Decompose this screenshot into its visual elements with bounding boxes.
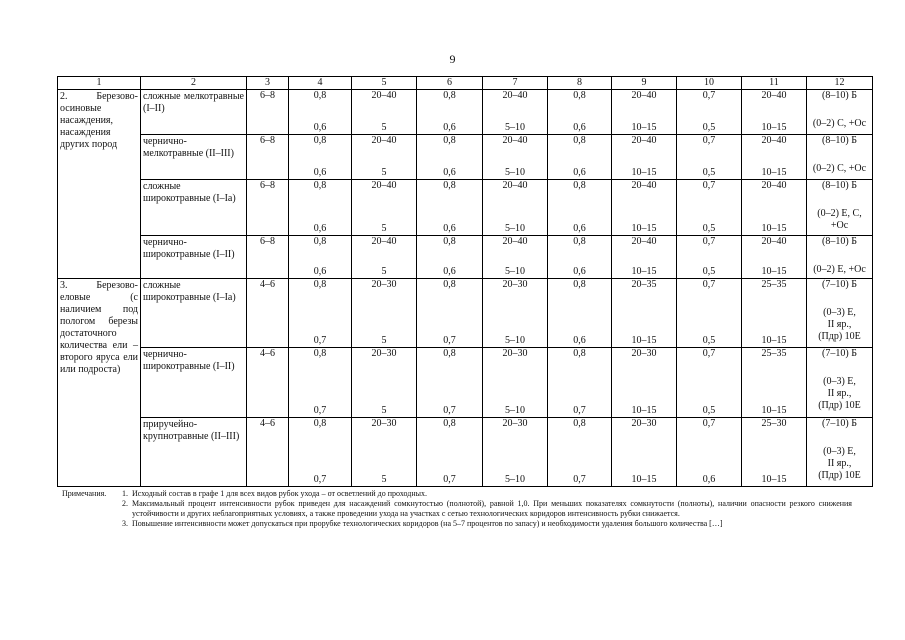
composition-cell <box>807 418 873 487</box>
density-cell: 4–6 <box>247 418 289 487</box>
composition-line: (0–2) С, +Ос <box>812 118 867 129</box>
region-cell: 2. Березово-осиновые насаждения, насаждения других пород <box>58 90 141 279</box>
value-cell <box>548 279 612 348</box>
max-value: 20–30 <box>502 279 528 290</box>
region-cell: 3. Березово-еловые (с наличием под пологом березы достаточного количества ели – второго яруса ели или подроста) <box>58 279 141 487</box>
column-header: 2 <box>141 77 247 90</box>
max-value: 0,7 <box>702 90 716 101</box>
composition-cell <box>807 348 873 418</box>
min-value: 5–10 <box>505 266 525 277</box>
min-value: 0,7 <box>313 335 327 346</box>
max-value: 0,8 <box>443 236 456 247</box>
min-value: 0,7 <box>573 474 586 485</box>
composition-line: (8–10) Б <box>822 135 857 146</box>
column-header: 4 <box>289 77 352 90</box>
min-value: 0,6 <box>573 223 586 234</box>
value-cell <box>417 279 483 348</box>
value-cell <box>548 90 612 135</box>
min-value: 0,5 <box>702 122 716 133</box>
value-cell <box>677 418 742 487</box>
min-value: 10–15 <box>761 122 787 133</box>
max-value: 20–30 <box>371 348 397 359</box>
max-value: 0,7 <box>702 279 716 290</box>
value-cell <box>289 135 352 180</box>
table-row <box>58 418 873 487</box>
value-cell <box>612 90 677 135</box>
value-cell <box>289 279 352 348</box>
min-value: 5 <box>381 223 387 234</box>
max-value: 0,7 <box>702 180 716 191</box>
composition-line: (0–3) Е, <box>823 307 856 318</box>
max-value: 20–40 <box>631 180 657 191</box>
min-value: 5 <box>381 266 387 277</box>
composition-line: (0–3) Е, <box>823 376 856 387</box>
max-value: 20–35 <box>631 279 657 290</box>
column-header: 11 <box>742 77 807 90</box>
value-cell <box>548 348 612 418</box>
min-value: 0,6 <box>313 266 327 277</box>
composition-line: (7–10) Б <box>822 279 857 290</box>
column-header: 7 <box>483 77 548 90</box>
value-cell <box>417 90 483 135</box>
value-cell <box>417 418 483 487</box>
max-value: 0,8 <box>443 348 456 359</box>
min-value: 10–15 <box>761 223 787 234</box>
min-value: 10–15 <box>761 405 787 416</box>
density-cell: 6–8 <box>247 180 289 236</box>
value-cell <box>483 135 548 180</box>
composition-line: (8–10) Б <box>822 90 857 101</box>
max-value: 0,8 <box>443 418 456 429</box>
value-cell <box>352 135 417 180</box>
value-cell <box>352 90 417 135</box>
value-cell <box>742 90 807 135</box>
note-number: 3. <box>122 519 128 528</box>
max-value: 0,7 <box>702 135 716 146</box>
min-value: 0,6 <box>313 223 327 234</box>
max-value: 0,8 <box>573 90 586 101</box>
min-value: 0,7 <box>443 335 456 346</box>
value-cell <box>352 180 417 236</box>
max-value: 0,7 <box>702 348 716 359</box>
max-value: 20–40 <box>761 90 787 101</box>
max-value: 0,7 <box>702 236 716 247</box>
min-value: 0,6 <box>443 122 456 133</box>
value-cell <box>483 90 548 135</box>
value-cell <box>612 418 677 487</box>
value-cell <box>548 180 612 236</box>
composition-cell <box>807 135 873 180</box>
value-cell <box>677 135 742 180</box>
value-cell <box>548 135 612 180</box>
value-cell <box>483 418 548 487</box>
column-header: 1 <box>58 77 141 90</box>
min-value: 5 <box>381 122 387 133</box>
min-value: 5–10 <box>505 335 525 346</box>
value-cell <box>483 279 548 348</box>
value-cell <box>548 236 612 279</box>
min-value: 0,6 <box>702 474 716 485</box>
max-value: 20–40 <box>631 236 657 247</box>
value-cell <box>677 279 742 348</box>
composition-line: II яр., <box>827 319 852 330</box>
value-cell <box>483 236 548 279</box>
min-value: 0,7 <box>443 474 456 485</box>
value-cell <box>612 135 677 180</box>
value-cell <box>289 348 352 418</box>
max-value: 0,8 <box>313 135 327 146</box>
note-number: 1. <box>122 489 128 498</box>
composition-cell <box>807 236 873 279</box>
min-value: 10–15 <box>631 266 657 277</box>
min-value: 10–15 <box>631 335 657 346</box>
composition-line: (Пдр) 10Е <box>818 470 861 481</box>
max-value: 0,8 <box>443 180 456 191</box>
composition-line: (0–3) Е, <box>823 446 856 457</box>
value-cell <box>483 180 548 236</box>
density-cell: 6–8 <box>247 90 289 135</box>
forest-type-cell: сложные широкотравные (I–Ia) <box>141 180 247 236</box>
max-value: 0,8 <box>573 180 586 191</box>
min-value: 10–15 <box>761 266 787 277</box>
density-cell: 4–6 <box>247 348 289 418</box>
value-cell <box>742 236 807 279</box>
min-value: 10–15 <box>631 405 657 416</box>
min-value: 0,7 <box>313 405 327 416</box>
value-cell <box>612 180 677 236</box>
min-value: 0,6 <box>573 122 586 133</box>
value-cell <box>417 236 483 279</box>
value-cell <box>677 348 742 418</box>
density-cell: 6–8 <box>247 135 289 180</box>
table-row <box>58 236 873 279</box>
max-value: 20–40 <box>761 135 787 146</box>
column-header: 10 <box>677 77 742 90</box>
min-value: 0,6 <box>573 335 586 346</box>
min-value: 0,6 <box>573 266 586 277</box>
min-value: 0,6 <box>443 223 456 234</box>
min-value: 5–10 <box>505 167 525 178</box>
min-value: 0,6 <box>313 167 327 178</box>
note-text: Повышение интенсивности может допускаться при прорубке технологических коридоров (на 5–7 процентов по запасу) и необходимости удаления большого количества […] <box>132 519 723 528</box>
max-value: 20–40 <box>371 180 397 191</box>
max-value: 20–40 <box>631 135 657 146</box>
composition-line: (0–2) С, +Ос <box>812 163 867 174</box>
table-row <box>58 90 873 135</box>
min-value: 10–15 <box>631 223 657 234</box>
min-value: 10–15 <box>631 122 657 133</box>
max-value: 20–40 <box>371 236 397 247</box>
max-value: 0,8 <box>573 418 586 429</box>
min-value: 5 <box>381 405 387 416</box>
value-cell <box>289 180 352 236</box>
note-text: Максимальный процент интенсивности рубок приведен для насаждений сомкнутостью (полнотой), равной 1,0. При меньших показателях сомкнутости (полноты), наличии опасности резкого снижения устойчивости и других неблагоприятных условиях, а также проведении ухода на участках с сетью технологических коридоров интенсивность рубки снижается. <box>132 499 852 518</box>
value-cell <box>742 135 807 180</box>
min-value: 5 <box>381 167 387 178</box>
composition-cell <box>807 90 873 135</box>
max-value: 25–35 <box>761 348 787 359</box>
max-value: 20–40 <box>761 180 787 191</box>
column-header: 12 <box>807 77 873 90</box>
max-value: 0,7 <box>702 418 716 429</box>
max-value: 20–40 <box>371 90 397 101</box>
composition-line: (7–10) Б <box>822 348 857 359</box>
min-value: 10–15 <box>761 335 787 346</box>
max-value: 0,8 <box>573 279 586 290</box>
value-cell <box>612 348 677 418</box>
note-number: 2. <box>122 499 128 508</box>
value-cell <box>289 90 352 135</box>
note-text: Исходный состав в графе 1 для всех видов рубок ухода – от осветлений до проходных. <box>132 489 428 498</box>
composition-line: (8–10) Б <box>822 180 857 191</box>
composition-line: (7–10) Б <box>822 418 857 429</box>
composition-line: II яр., <box>827 388 852 399</box>
max-value: 20–40 <box>631 90 657 101</box>
max-value: 20–30 <box>371 279 397 290</box>
table-row <box>58 348 873 418</box>
table-row <box>58 279 873 348</box>
max-value: 20–40 <box>761 236 787 247</box>
column-number-row <box>58 77 873 90</box>
max-value: 20–30 <box>502 418 528 429</box>
max-value: 0,8 <box>443 90 456 101</box>
value-cell <box>289 418 352 487</box>
value-cell <box>417 348 483 418</box>
min-value: 0,6 <box>573 167 586 178</box>
min-value: 0,7 <box>443 405 456 416</box>
max-value: 25–30 <box>761 418 787 429</box>
min-value: 0,6 <box>443 167 456 178</box>
max-value: 20–30 <box>631 348 657 359</box>
min-value: 5–10 <box>505 474 525 485</box>
forest-type-cell: сложные широкотравные (I–Ia) <box>141 279 247 348</box>
min-value: 5 <box>381 335 387 346</box>
value-cell <box>352 279 417 348</box>
min-value: 10–15 <box>631 167 657 178</box>
thinning-intensity-table <box>57 76 873 487</box>
value-cell <box>677 90 742 135</box>
max-value: 20–30 <box>502 348 528 359</box>
forest-type-cell: чернично-широкотравные (I–II) <box>141 236 247 279</box>
value-cell <box>742 348 807 418</box>
value-cell <box>742 279 807 348</box>
min-value: 0,6 <box>443 266 456 277</box>
value-cell <box>417 135 483 180</box>
value-cell <box>352 418 417 487</box>
column-header: 3 <box>247 77 289 90</box>
max-value: 20–40 <box>502 236 528 247</box>
max-value: 0,8 <box>313 90 327 101</box>
composition-line: II яр., <box>827 458 852 469</box>
max-value: 0,8 <box>573 135 586 146</box>
min-value: 5–10 <box>505 405 525 416</box>
composition-line: (0–2) Е, +Ос <box>813 264 866 275</box>
note-item <box>62 489 852 499</box>
min-value: 10–15 <box>631 474 657 485</box>
max-value: 20–40 <box>502 180 528 191</box>
value-cell <box>417 180 483 236</box>
max-value: 20–30 <box>371 418 397 429</box>
forest-type-cell: чернично-широкотравные (I–II) <box>141 348 247 418</box>
max-value: 20–40 <box>371 135 397 146</box>
max-value: 20–40 <box>502 90 528 101</box>
value-cell <box>612 236 677 279</box>
composition-cell <box>807 279 873 348</box>
note-item <box>62 519 852 529</box>
value-cell <box>352 348 417 418</box>
value-cell <box>289 236 352 279</box>
min-value: 10–15 <box>761 167 787 178</box>
min-value: 0,7 <box>573 405 586 416</box>
table-row <box>58 180 873 236</box>
note-item <box>62 499 852 519</box>
value-cell <box>677 180 742 236</box>
max-value: 0,8 <box>313 236 327 247</box>
composition-cell <box>807 180 873 236</box>
value-cell <box>677 236 742 279</box>
composition-line: (Пдр) 10Е <box>818 400 861 411</box>
min-value: 0,7 <box>313 474 327 485</box>
value-cell <box>352 236 417 279</box>
value-cell <box>742 418 807 487</box>
value-cell <box>612 279 677 348</box>
notes-heading: Примечания. <box>62 489 107 498</box>
max-value: 0,8 <box>573 236 586 247</box>
density-cell: 4–6 <box>247 279 289 348</box>
max-value: 20–30 <box>631 418 657 429</box>
value-cell <box>742 180 807 236</box>
column-header: 9 <box>612 77 677 90</box>
max-value: 20–40 <box>502 135 528 146</box>
min-value: 5–10 <box>505 122 525 133</box>
min-value: 0,5 <box>702 405 716 416</box>
page-number: 9 <box>449 52 456 66</box>
max-value: 0,8 <box>313 418 327 429</box>
composition-line: (Пдр) 10Е <box>818 331 861 342</box>
forest-type-cell: сложные мелкотравные (I–II) <box>141 90 247 135</box>
min-value: 0,5 <box>702 266 716 277</box>
value-cell <box>548 418 612 487</box>
forest-type-cell: чернично-мелкотравные (II–III) <box>141 135 247 180</box>
max-value: 0,8 <box>443 135 456 146</box>
composition-line: (8–10) Б <box>822 236 857 247</box>
max-value: 0,8 <box>313 348 327 359</box>
composition-line: (0–2) Е, С, <box>817 208 862 219</box>
composition-line: +Ос <box>830 220 849 231</box>
min-value: 5 <box>381 474 387 485</box>
min-value: 0,5 <box>702 335 716 346</box>
min-value: 0,5 <box>702 167 716 178</box>
column-header: 6 <box>417 77 483 90</box>
notes-section <box>62 489 852 529</box>
max-value: 25–35 <box>761 279 787 290</box>
min-value: 0,6 <box>313 122 327 133</box>
forest-type-cell: приручейно-крупнотравные (II–III) <box>141 418 247 487</box>
min-value: 5–10 <box>505 223 525 234</box>
max-value: 0,8 <box>573 348 586 359</box>
column-header: 8 <box>548 77 612 90</box>
max-value: 0,8 <box>313 180 327 191</box>
value-cell <box>483 348 548 418</box>
min-value: 10–15 <box>761 474 787 485</box>
max-value: 0,8 <box>443 279 456 290</box>
min-value: 0,5 <box>702 223 716 234</box>
column-header: 5 <box>352 77 417 90</box>
max-value: 0,8 <box>313 279 327 290</box>
density-cell: 6–8 <box>247 236 289 279</box>
table-row <box>58 135 873 180</box>
